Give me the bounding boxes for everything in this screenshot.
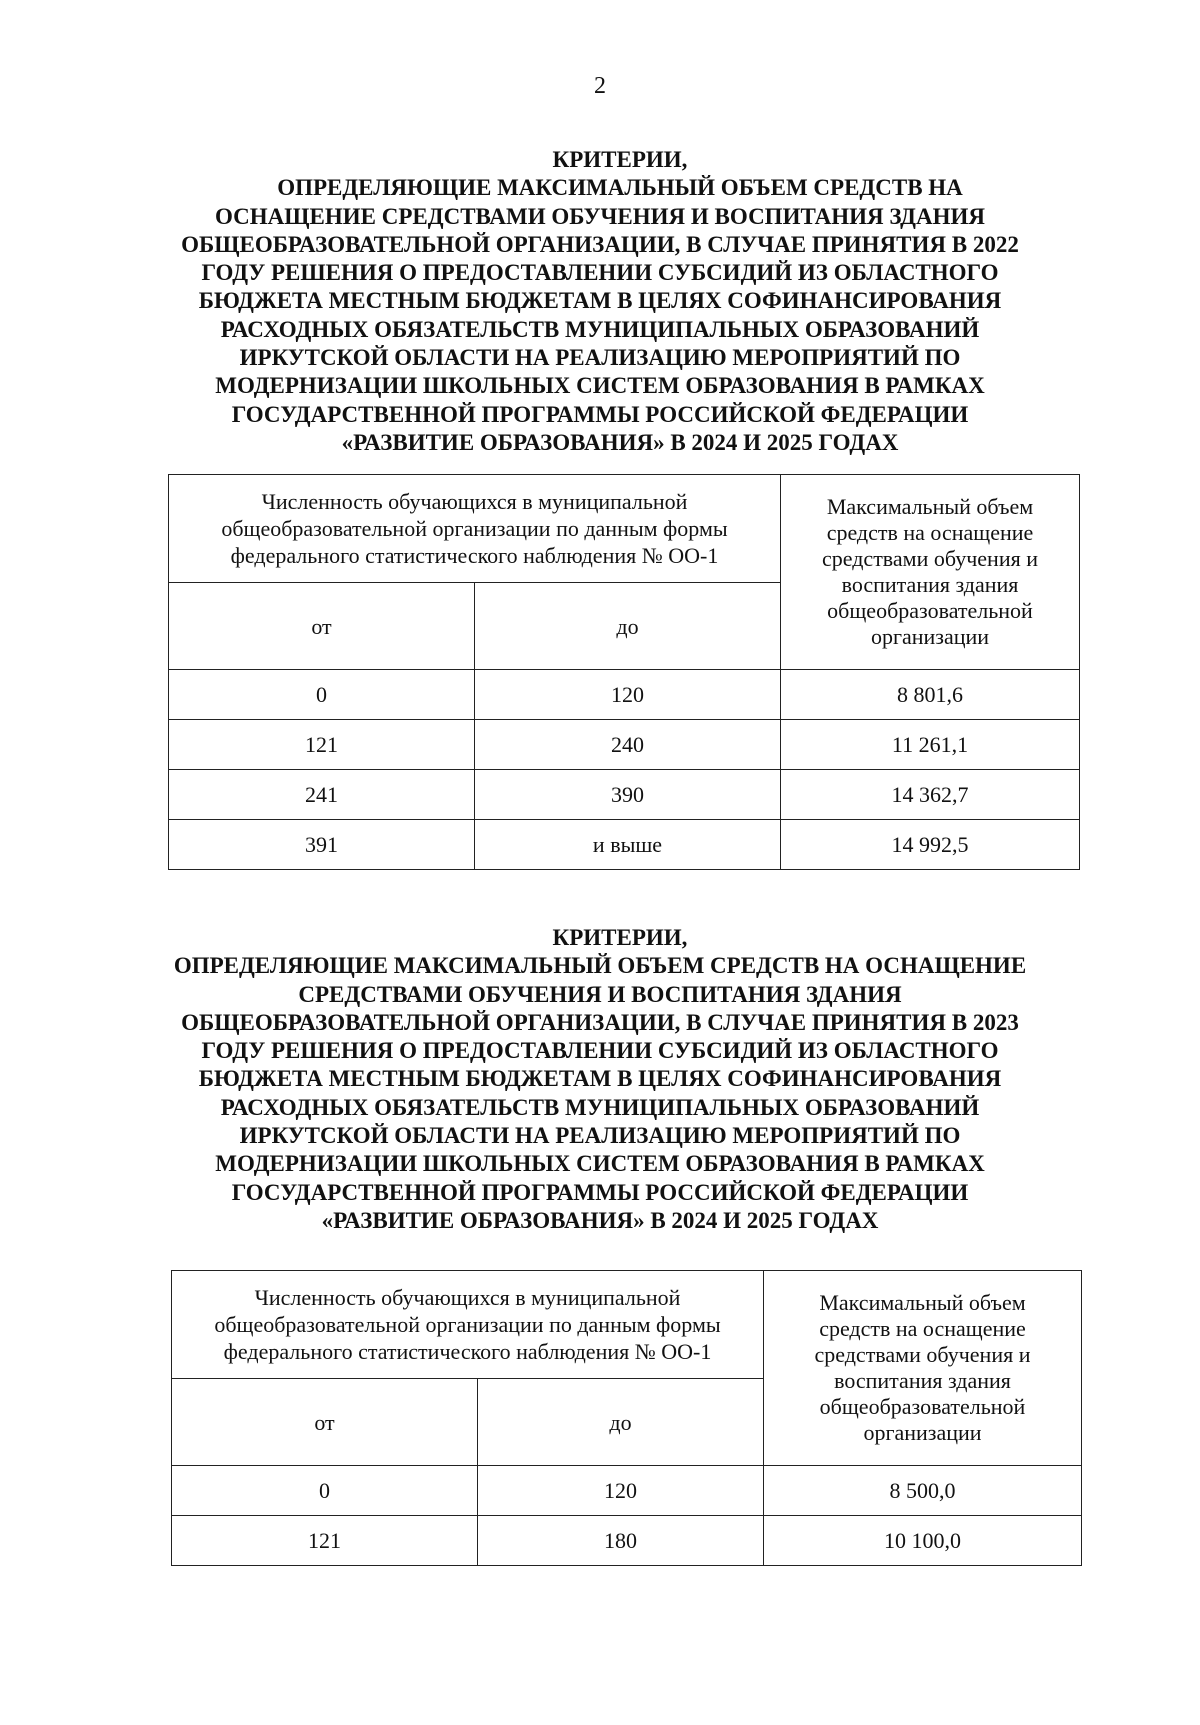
header-line: Численность обучающихся в муниципальной: [254, 1285, 681, 1310]
header-line: организации: [863, 1420, 982, 1445]
cell-to: 180: [478, 1516, 764, 1566]
header-line: федерального статистического наблюдения № ОО-1: [223, 1339, 712, 1364]
heading-line: ОСНАЩЕНИЕ СРЕДСТВАМИ ОБУЧЕНИЯ И ВОСПИТАНИЯ ЗДАНИЯ: [215, 203, 985, 229]
cell-to: и выше: [475, 820, 781, 870]
table-row: [172, 1516, 1082, 1566]
header-line: средствами обучения и: [814, 1342, 1031, 1367]
heading-line: ГОСУДАРСТВЕННОЙ ПРОГРАММЫ РОССИЙСКОЙ ФЕДЕРАЦИИ: [231, 1179, 969, 1205]
table-row: [169, 720, 1080, 770]
header-student-count: [172, 1271, 764, 1379]
header-max-amount: [764, 1271, 1082, 1466]
header-line: Численность обучающихся в муниципальной: [261, 489, 688, 514]
heading-line: ОПРЕДЕЛЯЮЩИЕ МАКСИМАЛЬНЫЙ ОБЪЕМ СРЕДСТВ НА ОСНАЩЕНИЕ: [173, 953, 1027, 979]
table-row: [169, 670, 1080, 720]
header-to: до: [478, 1379, 764, 1466]
cell-max: 8 500,0: [764, 1466, 1082, 1516]
heading-line: РАСХОДНЫХ ОБЯЗАТЕЛЬСТВ МУНИЦИПАЛЬНЫХ ОБРАЗОВАНИЙ: [220, 1094, 980, 1120]
heading-line: БЮДЖЕТА МЕСТНЫМ БЮДЖЕТАМ В ЦЕЛЯХ СОФИНАНСИРОВАНИЯ: [198, 288, 1002, 314]
cell-max: 14 992,5: [781, 820, 1080, 870]
cell-max: 8 801,6: [781, 670, 1080, 720]
heading-line: ГОДУ РЕШЕНИЯ О ПРЕДОСТАВЛЕНИИ СУБСИДИЙ ИЗ ОБЛАСТНОГО: [201, 1038, 999, 1064]
header-line: воспитания здания: [841, 572, 1019, 597]
cell-to: 240: [475, 720, 781, 770]
cell-to: 120: [475, 670, 781, 720]
cell-to: 120: [478, 1466, 764, 1516]
header-line: Максимальный объем: [826, 494, 1034, 519]
heading-line: БЮДЖЕТА МЕСТНЫМ БЮДЖЕТАМ В ЦЕЛЯХ СОФИНАНСИРОВАНИЯ: [198, 1066, 1002, 1092]
header-line: Максимальный объем: [819, 1290, 1026, 1315]
header-line: общеобразовательной: [827, 598, 1033, 623]
heading-line: ГОДУ РЕШЕНИЯ О ПРЕДОСТАВЛЕНИИ СУБСИДИЙ ИЗ ОБЛАСТНОГО: [201, 260, 999, 286]
criteria-2023-table: [171, 1270, 1082, 1566]
heading-line: ОБЩЕОБРАЗОВАТЕЛЬНОЙ ОРГАНИЗАЦИИ, В СЛУЧАЕ ПРИНЯТИЯ В 2022: [181, 231, 1019, 257]
header-line: общеобразовательной организации по данным формы: [221, 516, 728, 541]
header-line: средств на оснащение: [819, 1316, 1026, 1341]
cell-from: 121: [169, 720, 475, 770]
header-line: общеобразовательной: [819, 1394, 1026, 1419]
header-line: средств на оснащение: [826, 520, 1034, 545]
criteria-2022-table: [168, 474, 1080, 870]
heading-line: «РАЗВИТИЕ ОБРАЗОВАНИЯ» В 2024 И 2025 ГОДАХ: [341, 429, 899, 455]
header-from: от: [169, 583, 475, 670]
cell-max: 10 100,0: [764, 1516, 1082, 1566]
cell-from: 0: [169, 670, 475, 720]
header-line: организации: [870, 624, 990, 649]
cell-from: 241: [169, 770, 475, 820]
header-from: от: [172, 1379, 478, 1466]
page-number: 2: [594, 73, 606, 99]
heading-line: КРИТЕРИИ,: [552, 925, 688, 950]
heading-line: ГОСУДАРСТВЕННОЙ ПРОГРАММЫ РОССИЙСКОЙ ФЕДЕРАЦИИ: [231, 401, 969, 427]
heading-line: ОБЩЕОБРАЗОВАТЕЛЬНОЙ ОРГАНИЗАЦИИ, В СЛУЧАЕ ПРИНЯТИЯ В 2023: [181, 1009, 1019, 1035]
table-row: [169, 820, 1080, 870]
criteria-2022-heading: [0, 146, 1200, 457]
cell-to: 390: [475, 770, 781, 820]
header-max-amount: [781, 475, 1080, 670]
table-row: [172, 1466, 1082, 1516]
header-to: до: [475, 583, 781, 670]
heading-line: МОДЕРНИЗАЦИИ ШКОЛЬНЫХ СИСТЕМ ОБРАЗОВАНИЯ В РАМКАХ: [215, 373, 985, 399]
heading-line: «РАЗВИТИЕ ОБРАЗОВАНИЯ» В 2024 И 2025 ГОДАХ: [321, 1207, 879, 1233]
table-row: [169, 770, 1080, 820]
header-line: воспитания здания: [834, 1368, 1011, 1393]
cell-from: 121: [172, 1516, 478, 1566]
cell-max: 11 261,1: [781, 720, 1080, 770]
heading-line: ОПРЕДЕЛЯЮЩИЕ МАКСИМАЛЬНЫЙ ОБЪЕМ СРЕДСТВ НА: [277, 175, 963, 201]
heading-line: ИРКУТСКОЙ ОБЛАСТИ НА РЕАЛИЗАЦИЮ МЕРОПРИЯТИЙ ПО: [239, 1123, 961, 1149]
cell-from: 391: [169, 820, 475, 870]
cell-max: 14 362,7: [781, 770, 1080, 820]
heading-line: МОДЕРНИЗАЦИИ ШКОЛЬНЫХ СИСТЕМ ОБРАЗОВАНИЯ В РАМКАХ: [215, 1151, 985, 1177]
heading-line: КРИТЕРИИ,: [552, 147, 688, 172]
heading-line: СРЕДСТВАМИ ОБУЧЕНИЯ И ВОСПИТАНИЯ ЗДАНИЯ: [298, 981, 902, 1007]
header-line: средствами обучения и: [822, 546, 1038, 571]
header-student-count: [169, 475, 781, 583]
criteria-2023-heading: [0, 924, 1200, 1235]
heading-line: ИРКУТСКОЙ ОБЛАСТИ НА РЕАЛИЗАЦИЮ МЕРОПРИЯТИЙ ПО: [239, 345, 961, 371]
cell-from: 0: [172, 1466, 478, 1516]
header-line: федерального статистического наблюдения № ОО-1: [230, 543, 719, 568]
heading-line: РАСХОДНЫХ ОБЯЗАТЕЛЬСТВ МУНИЦИПАЛЬНЫХ ОБРАЗОВАНИЙ: [220, 316, 980, 342]
header-line: общеобразовательной организации по данным формы: [214, 1312, 721, 1337]
